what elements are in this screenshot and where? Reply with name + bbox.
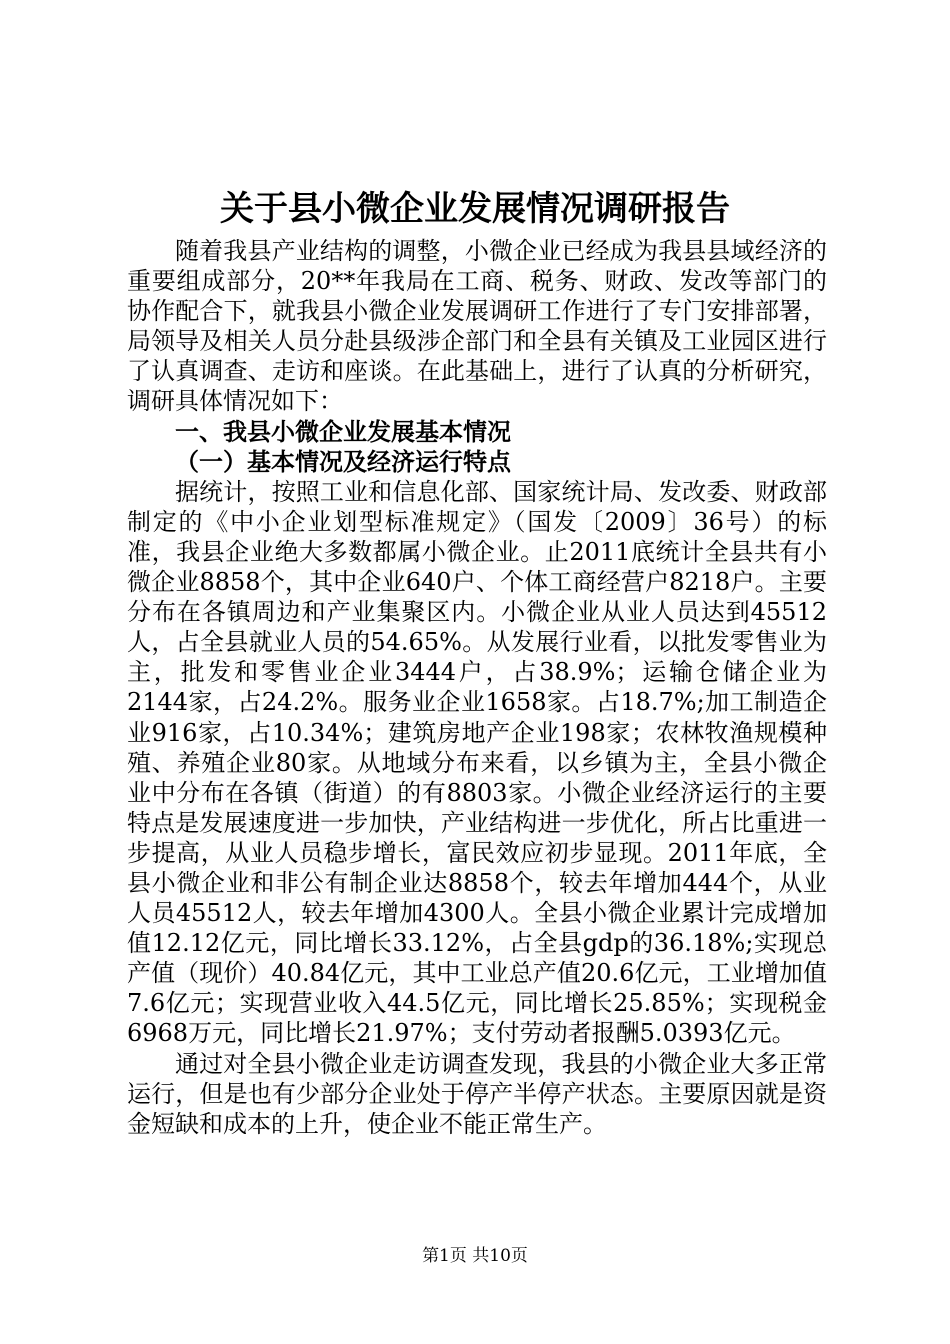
- document-body: [127, 236, 827, 1139]
- statistics-paragraph: 据统计，按照工业和信息化部、国家统计局、发改委、财政部制定的《中小企业划型标准规定》（国发〔2009〕36号）的标准，我县企业绝大多数都属小微企业。止2011底统计全县共有小微企业8858个，其中企业640户、个体工商经营户8218户。主要分布在各镇周边和产业集聚区内。小微企业从业人员达到45512人，占全县就业人员的54.65%。从发展行业看，以批发零售业为主，批发和零售业企业3444户，占38.9%；运输仓储企业为2144家，占24.2%。服务业企业1658家。占18.7%;加工制造企业916家，占10.34%；建筑房地产企业198家；农林牧渔规模种殖、养殖企业80家。从地域分布来看，以乡镇为主，全县小微企业中分布在各镇（街道）的有8803家。小微企业经济运行的主要特点是发展速度进一步加快，产业结构进一步优化，所占比重进一步提高，从业人员稳步增长，富民效应初步显现。2011年底，全县小微企业和非公有制企业达8858个，较去年增加444个，从业人员45512人，较去年增加4300人。全县小微企业累计完成增加值12.12亿元，同比增长33.12%，占全县gdp的36.18%;实现总产值（现价）40.84亿元，其中工业总产值20.6亿元，工业增加值7.6亿元；实现营业收入44.5亿元，同比增长25.85%；实现税金6968万元，同比增长21.97%；支付劳动者报酬5.0393亿元。: [127, 477, 827, 1048]
- document-title: 关于县小微企业发展情况调研报告: [220, 189, 730, 229]
- survey-paragraph: 通过对全县小微企业走访调查发现，我县的小微企业大多正常运行，但是也有少部分企业处于停产半停产状态。主要原因就是资金短缺和成本的上升，使企业不能正常生产。: [127, 1049, 827, 1138]
- section-heading: 一、我县小微企业发展基本情况: [175, 417, 511, 446]
- page-number-footer: 第1页 共10页: [422, 1246, 528, 1266]
- subsection-heading: （一）基本情况及经济运行特点: [175, 447, 511, 476]
- intro-paragraph: 随着我县产业结构的调整，小微企业已经成为我县县域经济的重要组成部分，20**年我局在工商、税务、财政、发改等部门的协作配合下，就我县小微企业发展调研工作进行了专门安排部署，局领导及相关人员分赴县级涉企部门和全县有关镇及工业园区进行了认真调查、走访和座谈。在此基础上，进行了认真的分析研究，调研具体情况如下：: [127, 237, 827, 416]
